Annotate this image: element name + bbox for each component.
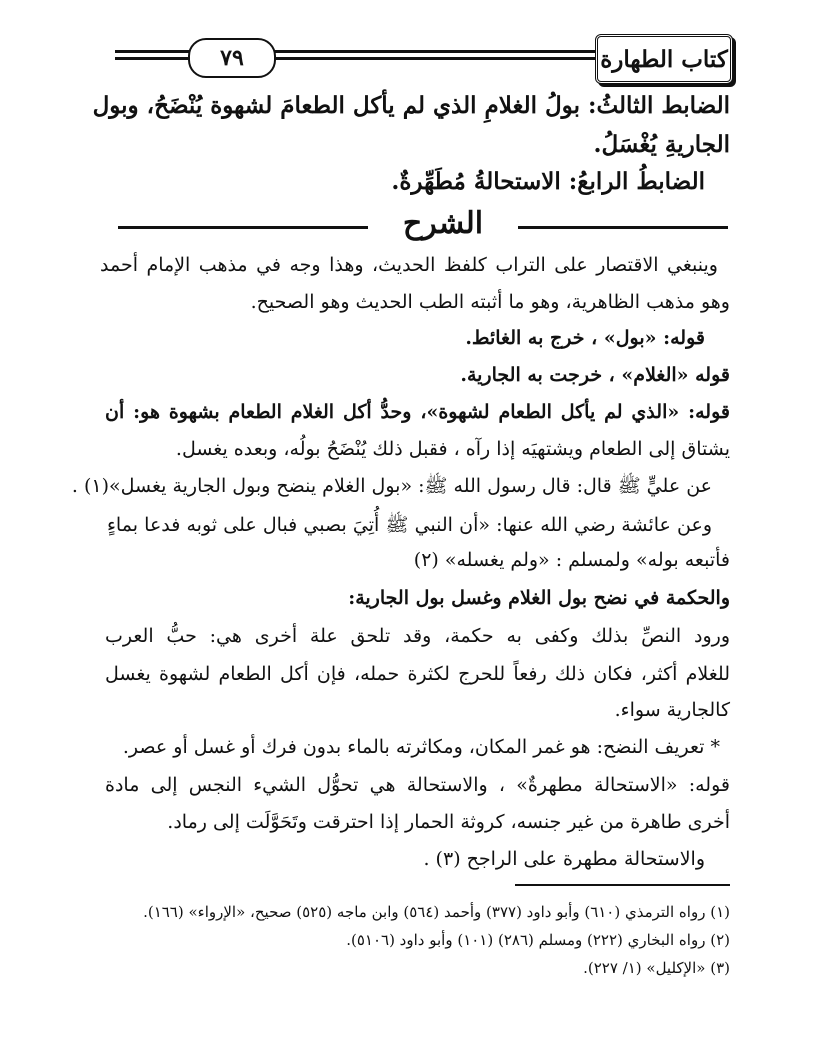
body-line: قوله: «بول» ، خرج به الغائط. — [465, 327, 705, 349]
body-line: قوله «الغلام» ، خرجت به الجارية. — [460, 364, 730, 386]
matn-line-1: الضابط الثالثُ: بولُ الغلامِ الذي لم يأكل الطعامَ لشهوة يُنْضَحُ، وبول — [92, 92, 730, 119]
sharh-title: الشرح — [402, 206, 484, 241]
book-title: كتاب الطهارة — [595, 34, 733, 84]
header-rule — [115, 50, 595, 68]
definition-line: * تعريف النضح: هو غمر المكان، ومكاثرته بالماء بدون فرك أو غسل أو عصر. — [122, 736, 720, 758]
body-line: قوله: «الذي لم يأكل الطعام لشهوة»، وحدُّ أكل الغلام الطعام بشهوة هو: أن — [105, 401, 730, 423]
body-line: للغلام أكثر، فكان ذلك رفعاً للحرج لكثرة حمله، فإن أكل الطعام لشهوة يغسل — [105, 663, 730, 685]
footnote-1: (١) رواه الترمذي (٦١٠) وأبو داود (٣٧٧) وأحمد (٥٦٤) وابن ماجه (٥٢٥) صحيح، «الإرواء» (١٦٦). — [143, 903, 730, 921]
matn-line-2: الجاريةِ يُغْسَلُ. — [593, 131, 730, 158]
body-line: قوله: «الاستحالة مطهرةٌ» ، والاستحالة هي تحوُّل الشيء النجس إلى مادة — [105, 774, 730, 796]
footnote-2: (٢) رواه البخاري (٢٢٢) ومسلم (٢٨٦) (١٠١) وأبو داود (٥١٠٦). — [346, 931, 730, 949]
body-line: وينبغي الاقتصار على التراب كلفظ الحديث، وهذا وجه في مذهب الإمام أحمد — [100, 254, 718, 276]
body-line: أخرى طاهرة من غير جنسه، كروثة الحمار إذا احترقت وتَحَوَّلَت إلى رماد. — [167, 811, 730, 833]
page-number: ٧٩ — [188, 38, 276, 78]
body-line: ورود النصِّ بذلك وكفى به حكمة، وقد تلحق علة أخرى هي: حبُّ العرب — [105, 625, 730, 647]
body-line: وهو مذهب الظاهرية، وهو ما أثبته الطب الحديث وهو الصحيح. — [250, 291, 730, 313]
body-line: فأتبعه بوله» ولمسلم : «ولم يغسله» (٢) — [413, 549, 730, 571]
section-heading: والحكمة في نضح بول الغلام وغسل بول الجارية: — [348, 587, 730, 609]
sharh-heading — [118, 206, 728, 246]
heading-rule-right — [518, 226, 728, 229]
hadith-ali: عن عليٍّ ﷺ قال: قال رسول الله ﷺ: «بول الغلام ينضح وبول الجارية يغسل»(١) . — [71, 475, 712, 497]
body-line: والاستحالة مطهرة على الراجح (٣) . — [423, 848, 705, 870]
heading-rule-left — [118, 226, 368, 229]
footnote-3: (٣) «الإكليل» (١/ ٢٢٧). — [583, 959, 730, 977]
body-line: يشتاق إلى الطعام ويشتهيَه إذا رآه ، فقبل ذلك يُنْضَحُ بولُه، وبعده يغسل. — [175, 438, 730, 460]
footnote-rule — [515, 884, 730, 886]
body-line: كالجارية سواء. — [614, 699, 730, 721]
matn-line-3: الضابطُ الرابعُ: الاستحالةُ مُطَهِّرةٌ. — [391, 168, 705, 195]
hadith-aisha: وعن عائشة رضي الله عنها: «أن النبي ﷺ أُتِيَ بصبي فبال على ثوبه فدعا بماءٍ — [107, 514, 712, 536]
